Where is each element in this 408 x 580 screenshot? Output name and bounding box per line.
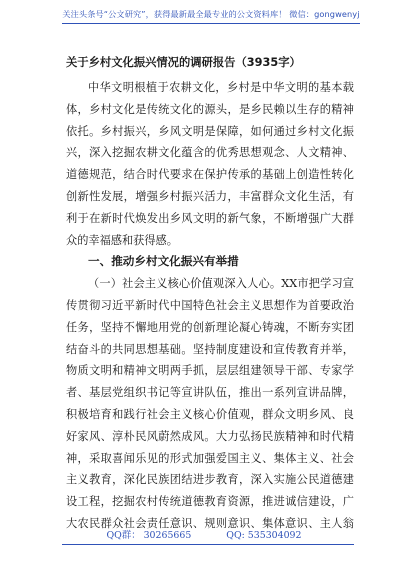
footer [0,529,408,543]
text-line: 依托。乡村振兴，乡风文明是保障，如何通过乡村文化振 [66,124,354,138]
header-banner: 关注头条号“公文研究”，获得最新最全最专业的公文资料库！ 微信：gongwenyj [62,8,360,24]
text-line: 神，采取喜闻乐见的形式加强爱国主义、集体主义、社会 [66,451,354,465]
text-line: 中华文明根植于农耕文化，乡村是中华文明的基本载 [88,81,354,94]
text-line: 众的幸福感和获得感。 [66,233,178,247]
text-line: 物质文明和精神文明两手抓，层层组建领导干部、专家学 [66,364,354,378]
text-line: 道德规范，结合时代要求在保护传承的基础上创造性转化 [66,168,354,182]
text-line: 传贯彻习近平新时代中国特色社会主义思想作为首要政治 [66,298,354,312]
text-line: 设工程，挖掘农村传统道德教育资源，推进诚信建设，广 [66,495,354,509]
section-heading: 一、推动乡村文化振兴有举措 [88,254,239,269]
footer-qq-group: QQ群： 30265665 [106,530,192,541]
paragraph-intro [66,77,354,251]
text-line: 结奋斗的共同思想基础。坚持制度建设和宣传教育并举， [66,342,354,356]
text-line: 积极培育和践行社会主义核心价值观，群众文明乡风、良 [66,407,354,421]
text-line: 大农民群众社会责任意识、规则意识、集体意识、主人翁 [66,516,354,530]
text-line: 好家风、淳朴民风蔚然成风。大力弘扬民族精神和时代精 [66,429,354,443]
footer-divider [62,544,354,545]
text-line: 主义教育，深化民族团结进步教育，深入实施公民道德建 [66,473,354,487]
text-line: 兴，深入挖掘农耕文化蕴含的优秀思想观念、人文精神、 [66,146,354,160]
text-line: 体，乡村文化是传统文化的源头，是乡民赖以生存的精神 [66,102,354,116]
text-line: （一）社会主义核心价值观深入人心。XX市把学习宣 [88,277,354,291]
document-title: 关于乡村文化振兴情况的调研报告（3935字） [66,56,301,69]
text-line: 利于在新时代焕发出乡风文明的新气象，不断增强广大群 [66,211,354,225]
footer-qq: QQ: 535304092 [226,530,302,541]
text-line: 创新性发展，增强乡村振兴活力，丰富群众文化生活，有 [66,189,354,203]
document-body [66,55,354,535]
text-line: 任务，坚持不懈地用党的创新理论凝心铸魂，不断夯实团 [66,320,354,334]
paragraph-section1 [66,273,354,535]
text-line: 者、基层党组织书记等宣讲队伍，推出一系列宣讲品牌， [66,386,354,400]
